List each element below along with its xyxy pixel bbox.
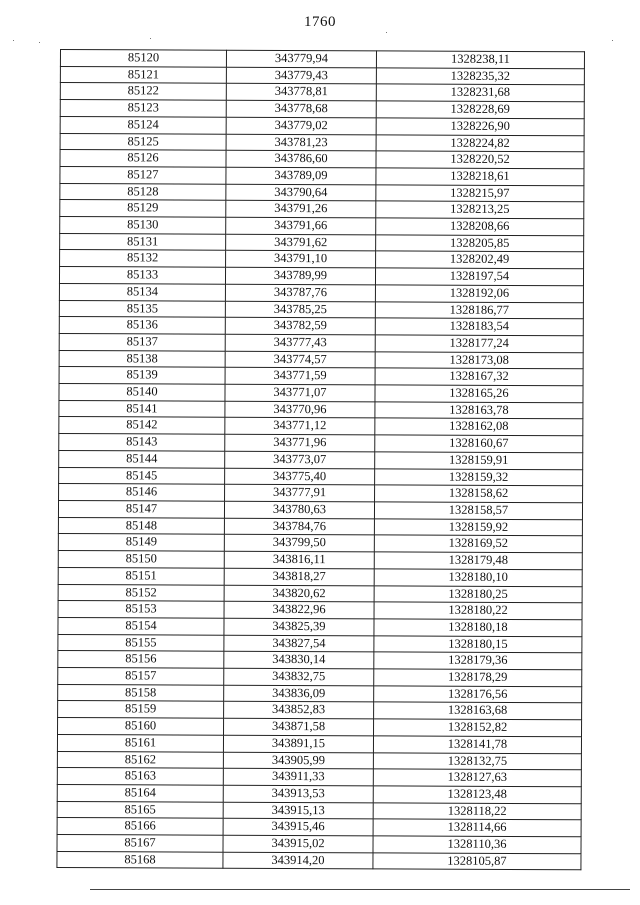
scan-speck [386,32,387,33]
x-coordinate-cell: 343822,96 [224,601,374,618]
table-row [58,617,582,636]
table-row [58,551,582,570]
y-coordinate-cell: 1328163,78 [375,402,583,420]
point-number-cell: 85124 [60,116,226,133]
point-number-cell: 85138 [59,350,225,367]
y-coordinate-cell: 1328158,62 [375,485,583,503]
table-row [59,400,583,419]
table-row [60,200,584,219]
point-number-cell: 85142 [59,417,225,434]
x-coordinate-cell: 343915,46 [223,819,373,836]
x-coordinate-cell: 343791,62 [226,234,376,251]
x-coordinate-cell: 343786,60 [226,150,376,167]
y-coordinate-cell: 1328205,85 [376,235,584,253]
table-row [59,450,583,469]
y-coordinate-cell: 1328180,10 [374,569,582,587]
table-row [58,668,582,687]
table-row [57,734,581,753]
point-number-cell: 85165 [57,801,223,818]
x-coordinate-cell: 343779,02 [226,117,376,134]
point-number-cell: 85127 [60,166,226,183]
point-number-cell: 85130 [60,217,226,234]
table-row [59,367,583,386]
x-coordinate-cell: 343781,23 [226,134,376,151]
x-coordinate-cell: 343787,76 [225,284,375,301]
y-coordinate-cell: 1328238,11 [376,51,584,69]
point-number-cell: 85147 [58,500,224,517]
y-coordinate-cell: 1328159,91 [375,452,583,470]
point-number-cell: 85146 [59,484,225,501]
x-coordinate-cell: 343775,40 [225,468,375,485]
point-number-cell: 85163 [57,768,223,785]
y-coordinate-cell: 1328177,24 [375,335,583,353]
x-coordinate-cell: 343771,07 [225,384,375,401]
x-coordinate-cell: 343816,11 [224,551,374,568]
table-row [57,818,581,837]
point-number-cell: 85133 [59,267,225,284]
y-coordinate-cell: 1328231,68 [376,84,584,102]
y-coordinate-cell: 1328167,32 [375,368,583,386]
table-row [60,66,584,85]
bottom-rule [90,889,630,890]
x-coordinate-cell: 343770,96 [225,401,375,418]
point-number-cell: 85168 [57,851,223,868]
y-coordinate-cell: 1328180,25 [374,585,582,603]
x-coordinate-cell: 343774,57 [225,351,375,368]
point-number-cell: 85161 [57,734,223,751]
y-coordinate-cell: 1328169,52 [374,535,582,553]
point-number-cell: 85143 [59,434,225,451]
x-coordinate-cell: 343820,62 [224,585,374,602]
x-coordinate-cell: 343915,13 [223,802,373,819]
table-row [60,83,584,102]
table-row [58,584,582,603]
point-number-cell: 85139 [59,367,225,384]
y-coordinate-cell: 1328159,92 [374,519,582,537]
y-coordinate-cell: 1328186,77 [375,301,583,319]
point-number-cell: 85158 [58,684,224,701]
page-number: 1760 [304,14,336,30]
y-coordinate-cell: 1328159,32 [375,468,583,486]
y-coordinate-cell: 1328180,15 [374,635,582,653]
point-number-cell: 85131 [60,233,226,250]
x-coordinate-cell: 343914,20 [223,852,373,869]
x-coordinate-cell: 343773,07 [225,451,375,468]
y-coordinate-cell: 1328220,52 [376,151,584,169]
x-coordinate-cell: 343785,25 [225,301,375,318]
coordinates-table [56,49,585,871]
y-coordinate-cell: 1328218,61 [376,168,584,186]
table-row [60,217,584,236]
x-coordinate-cell: 343791,26 [226,201,376,218]
point-number-cell: 85148 [58,517,224,534]
point-number-cell: 85150 [58,551,224,568]
point-number-cell: 85136 [59,317,225,334]
table-row [59,467,583,486]
point-number-cell: 85155 [58,634,224,651]
y-coordinate-cell: 1328213,25 [376,201,584,219]
point-number-cell: 85145 [59,467,225,484]
table-row [58,701,582,720]
table-row [60,250,584,269]
x-coordinate-cell: 343779,94 [226,50,376,67]
y-coordinate-cell: 1328197,54 [375,268,583,286]
x-coordinate-cell: 343911,33 [223,768,373,785]
point-number-cell: 85167 [57,835,223,852]
x-coordinate-cell: 343778,68 [226,100,376,117]
y-coordinate-cell: 1328180,18 [374,619,582,637]
table-row [60,116,584,135]
y-coordinate-cell: 1328224,82 [376,134,584,152]
table-row [59,417,583,436]
table-row [57,784,581,803]
y-coordinate-cell: 1328141,78 [373,736,581,754]
point-number-cell: 85157 [58,668,224,685]
table-row [60,133,584,152]
y-coordinate-cell: 1328163,68 [374,702,582,720]
x-coordinate-cell: 343780,63 [224,501,374,518]
y-coordinate-cell: 1328105,87 [373,853,581,871]
table-row [59,317,583,336]
table-row [58,651,582,670]
table-row [58,534,582,553]
x-coordinate-cell: 343832,75 [224,668,374,685]
point-number-cell: 85137 [59,333,225,350]
x-coordinate-cell: 343777,43 [225,334,375,351]
table-row [59,283,583,302]
point-number-cell: 85156 [58,651,224,668]
y-coordinate-cell: 1328226,90 [376,118,584,136]
y-coordinate-cell: 1328183,54 [375,318,583,336]
point-number-cell: 85149 [58,534,224,551]
x-coordinate-cell: 343778,81 [226,84,376,101]
table-row [58,517,582,536]
y-coordinate-cell: 1328158,57 [374,502,582,520]
y-coordinate-cell: 1328208,66 [376,218,584,236]
y-coordinate-cell: 1328118,22 [373,803,581,821]
x-coordinate-cell: 343913,53 [223,785,373,802]
y-coordinate-cell: 1328228,69 [376,101,584,119]
point-number-cell: 85164 [57,784,223,801]
y-coordinate-cell: 1328176,56 [374,686,582,704]
table-row [58,684,582,703]
x-coordinate-cell: 343771,59 [225,368,375,385]
x-coordinate-cell: 343891,15 [223,735,373,752]
table-row [59,333,583,352]
table-row [57,768,581,787]
y-coordinate-cell: 1328215,97 [376,185,584,203]
x-coordinate-cell: 343830,14 [224,652,374,669]
point-number-cell: 85154 [58,617,224,634]
table-row [59,300,583,319]
x-coordinate-cell: 343799,50 [224,535,374,552]
point-number-cell: 85159 [58,701,224,718]
coordinates-sheet [56,49,584,871]
x-coordinate-cell: 343789,09 [226,167,376,184]
x-coordinate-cell: 343784,76 [224,518,374,535]
y-coordinate-cell: 1328179,48 [374,552,582,570]
point-number-cell: 85152 [58,584,224,601]
point-number-cell: 85122 [60,83,226,100]
point-number-cell: 85123 [60,100,226,117]
y-coordinate-cell: 1328152,82 [374,719,582,737]
point-number-cell: 85129 [60,200,226,217]
y-coordinate-cell: 1328110,36 [373,836,581,854]
x-coordinate-cell: 343825,39 [224,618,374,635]
point-number-cell: 85125 [60,133,226,150]
x-coordinate-cell: 343790,64 [226,184,376,201]
x-coordinate-cell: 343827,54 [224,635,374,652]
point-number-cell: 85160 [58,718,224,735]
point-number-cell: 85134 [59,283,225,300]
y-coordinate-cell: 1328162,08 [375,418,583,436]
x-coordinate-cell: 343871,58 [224,718,374,735]
x-coordinate-cell: 343789,99 [225,267,375,284]
x-coordinate-cell: 343852,83 [224,702,374,719]
y-coordinate-cell: 1328132,75 [373,752,581,770]
point-number-cell: 85135 [59,300,225,317]
y-coordinate-cell: 1328127,63 [373,769,581,787]
table-row [58,601,582,620]
x-coordinate-cell: 343915,02 [223,835,373,852]
point-number-cell: 85166 [57,818,223,835]
table-row [57,751,581,770]
table-row [59,434,583,453]
table-row [58,567,582,586]
y-coordinate-cell: 1328235,32 [376,68,584,86]
y-coordinate-cell: 1328178,29 [374,669,582,687]
point-number-cell: 85121 [60,66,226,83]
y-coordinate-cell: 1328192,06 [375,285,583,303]
point-number-cell: 85132 [60,250,226,267]
table-row [60,50,584,69]
x-coordinate-cell: 343771,96 [225,434,375,451]
table-row [58,718,582,737]
point-number-cell: 85141 [59,400,225,417]
x-coordinate-cell: 343791,66 [226,217,376,234]
point-number-cell: 85140 [59,384,225,401]
table-row [57,851,581,870]
y-coordinate-cell: 1328160,67 [375,435,583,453]
x-coordinate-cell: 343818,27 [224,568,374,585]
table-row [60,100,584,119]
table-row [59,484,583,503]
scan-speck [13,40,14,41]
x-coordinate-cell: 343836,09 [224,685,374,702]
y-coordinate-cell: 1328173,08 [375,352,583,370]
point-number-cell: 85120 [60,50,226,67]
point-number-cell: 85144 [59,450,225,467]
table-row [59,267,583,286]
table-row [60,183,584,202]
table-row [57,835,581,854]
x-coordinate-cell: 343777,91 [225,485,375,502]
y-coordinate-cell: 1328114,66 [373,819,581,837]
y-coordinate-cell: 1328123,48 [373,786,581,804]
scan-speck [39,42,40,43]
table-row [58,500,582,519]
table-row [57,801,581,820]
y-coordinate-cell: 1328180,22 [374,602,582,620]
x-coordinate-cell: 343779,43 [226,67,376,84]
scan-speck [150,38,151,39]
y-coordinate-cell: 1328179,36 [374,652,582,670]
x-coordinate-cell: 343771,12 [225,418,375,435]
y-coordinate-cell: 1328165,26 [375,385,583,403]
y-coordinate-cell: 1328202,49 [376,251,584,269]
coordinates-table-body [57,50,585,871]
table-row [60,166,584,185]
table-row [60,233,584,252]
point-number-cell: 85151 [58,567,224,584]
point-number-cell: 85126 [60,150,226,167]
point-number-cell: 85153 [58,601,224,618]
table-row [59,350,583,369]
scan-speck [612,40,613,41]
table-row [60,150,584,169]
point-number-cell: 85128 [60,183,226,200]
table-row [59,384,583,403]
x-coordinate-cell: 343905,99 [223,752,373,769]
table-row [58,634,582,653]
x-coordinate-cell: 343782,59 [225,317,375,334]
x-coordinate-cell: 343791,10 [226,251,376,268]
point-number-cell: 85162 [57,751,223,768]
